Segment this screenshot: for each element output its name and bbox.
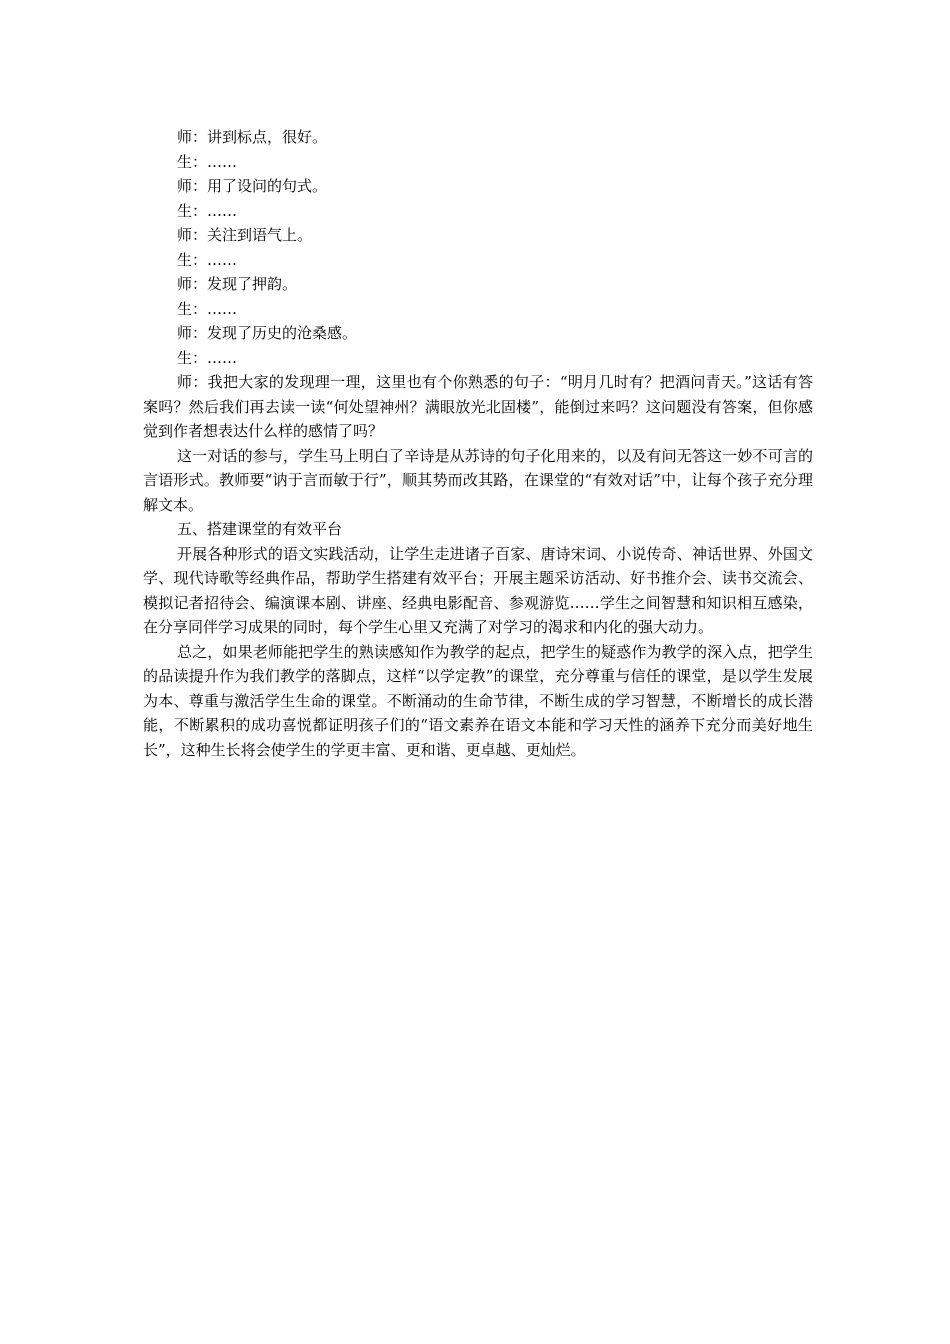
dialogue-line-teacher: 师：发现了押韵。	[177, 275, 298, 293]
teacher-summary-paragraph: 师：我把大家的发现理一理，这里也有个你熟悉的句子：“明月几时有？把酒问青天。”这话有答案吗？然后我们再去读一读“何处望神州？满眼放光北固楼”，能倒过来吗？这问题没有答案，但你感觉到作者想表达什么样的感情了吗？	[143, 373, 813, 440]
dialogue-line-student: 生：……	[177, 250, 238, 269]
dialogue-line-student: 生：……	[177, 299, 238, 318]
document-body	[143, 125, 813, 762]
dialogue-line-student: 生：……	[177, 201, 238, 220]
conclusion-paragraph: 总之，如果老师能把学生的熟读感知作为教学的起点，把学生的疑惑作为教学的深入点，把学生的品读提升作为我们教学的落脚点，这样“以学定教”的课堂，充分尊重与信任的课堂，是以学生发展为本、尊重与激活学生生命的课堂。不断涌动的生命节律，不断生成的学习智慧，不断增长的成长潜能，不断累积的成功喜悦都证明孩子们的“语文素养在语文本能和学习天性的涵养下充分而美好地生长”，这种生长将会使学生的学更丰富、更和谐、更卓越、更灿烂。	[143, 642, 813, 759]
section-body-paragraph: 开展各种形式的语文实践活动，让学生走进诸子百家、唐诗宋词、小说传奇、神话世界、外国文学、现代诗歌等经典作品，帮助学生搭建有效平台；开展主题采访活动、好书推介会、读书交流会、模拟记者招待会、编演课本剧、讲座、经典电影配音、参观游览……学生之间智慧和知识相互感染，在分享同伴学习成果的同时，每个学生心里又充满了对学习的渴求和内化的强大动力。	[143, 544, 813, 636]
dialogue-line-student: 生：……	[177, 348, 238, 367]
dialogue-line-teacher: 师：用了设问的句式。	[177, 177, 328, 195]
commentary-paragraph: 这一对话的参与，学生马上明白了辛诗是从苏诗的句子化用来的，以及有问无答这一妙不可言的言语形式。教师要“讷于言而敏于行”，顺其势而改其路，在课堂的“有效对话”中，让每个孩子充分理解文本。	[143, 446, 813, 514]
dialogue-line-teacher: 师：讲到标点，很好。	[177, 128, 328, 146]
dialogue-line-student: 生：……	[177, 152, 238, 171]
dialogue-line-teacher: 师：关注到语气上。	[177, 226, 313, 244]
section-heading: 五、搭建课堂的有效平台	[177, 520, 343, 538]
dialogue-line-teacher: 师：发现了历史的沧桑感。	[177, 324, 358, 342]
